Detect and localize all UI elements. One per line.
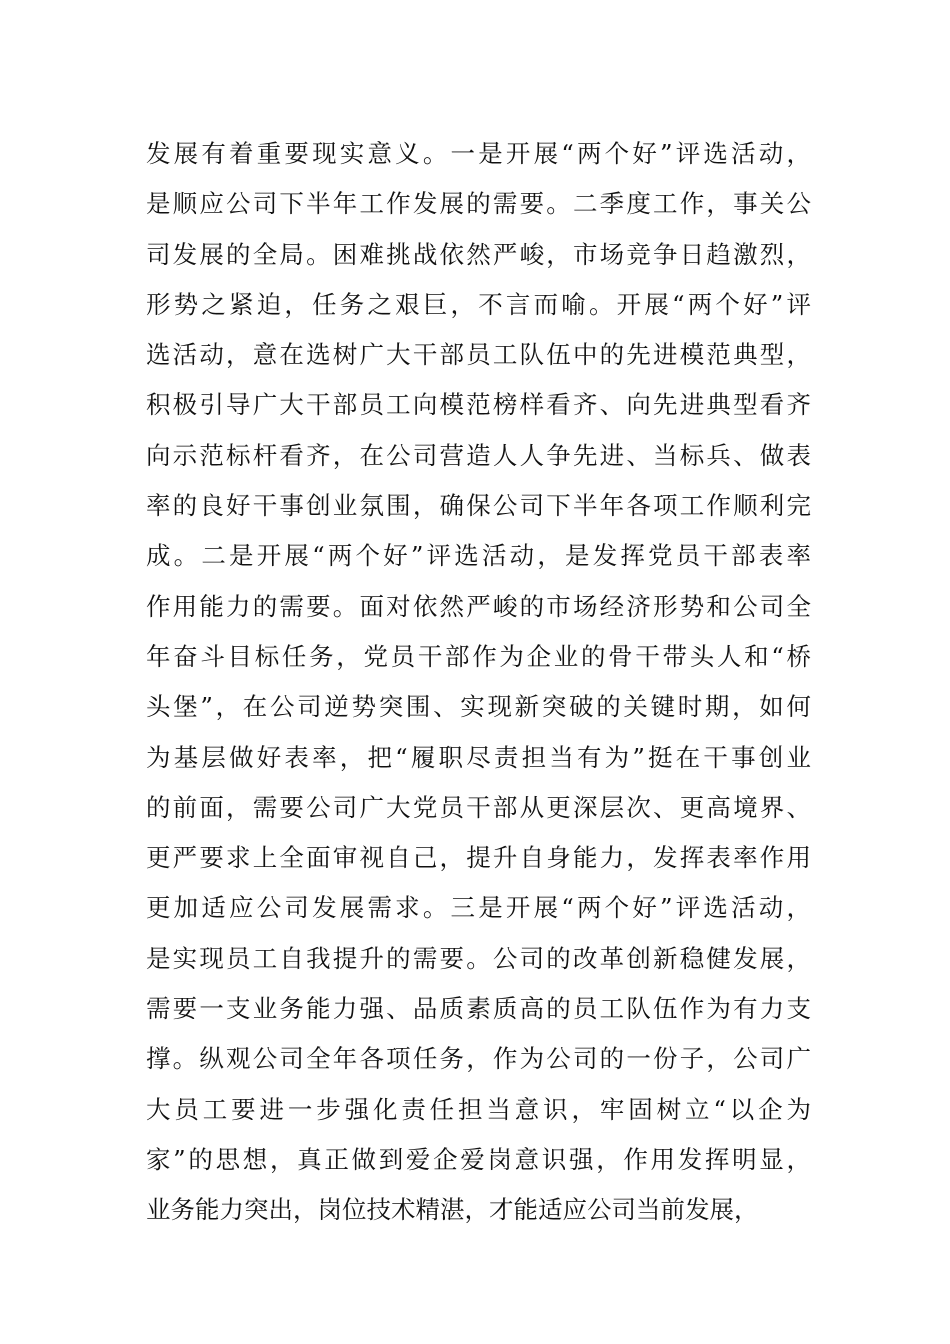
text-line: 是实现员工自我提升的需要。公司的改革创新稳健发展，: [146, 943, 811, 973]
text-line: 需要一支业务能力强、品质素质高的员工队伍作为有力支: [146, 994, 811, 1024]
text-line: 积极引导广大干部员工向模范榜样看齐、向先进典型看齐: [146, 390, 811, 420]
text-line: 为基层做好表率，把“履职尽责担当有为”挺在干事创业: [146, 742, 811, 772]
body-text: [146, 129, 811, 1236]
text-line: 更加适应公司发展需求。三是开展“两个好”评选活动，: [146, 893, 811, 923]
text-line: 家”的思想，真正做到爱企爱岗意识强，作用发挥明显，: [146, 1144, 811, 1174]
text-line: 司发展的全局。困难挑战依然严峻，市场竞争日趋激烈，: [146, 239, 811, 269]
text-line: 更严要求上全面审视自己，提升自身能力，发挥表率作用: [146, 843, 811, 873]
text-line: 的前面，需要公司广大党员干部从更深层次、更高境界、: [146, 792, 811, 822]
text-line: 大员工要进一步强化责任担当意识，牢固树立“以企为: [146, 1094, 811, 1124]
text-line: 业务能力突出，岗位技术精湛，才能适应公司当前发展，: [146, 1195, 759, 1225]
text-line: 形势之紧迫，任务之艰巨，不言而喻。开展“两个好”评: [146, 289, 811, 319]
text-line: 撑。纵观公司全年各项任务，作为公司的一份子，公司广: [146, 1044, 811, 1074]
text-line: 向示范标杆看齐，在公司营造人人争先进、当标兵、做表: [146, 440, 811, 470]
text-line: 发展有着重要现实意义。一是开展“两个好”评选活动，: [146, 139, 811, 168]
text-line: 成。二是开展“两个好”评选活动，是发挥党员干部表率: [146, 541, 811, 571]
text-line: 头堡”，在公司逆势突围、实现新突破的关键时期，如何: [146, 692, 811, 722]
text-line: 年奋斗目标任务，党员干部作为企业的骨干带头人和“桥: [146, 641, 811, 671]
text-line: 作用能力的需要。面对依然严峻的市场经济形势和公司全: [146, 591, 811, 621]
text-line: 率的良好干事创业氛围，确保公司下半年各项工作顺利完: [146, 491, 811, 521]
text-line: 选活动，意在选树广大干部员工队伍中的先进模范典型，: [146, 340, 811, 370]
text-line: 是顺应公司下半年工作发展的需要。二季度工作，事关公: [146, 189, 811, 219]
